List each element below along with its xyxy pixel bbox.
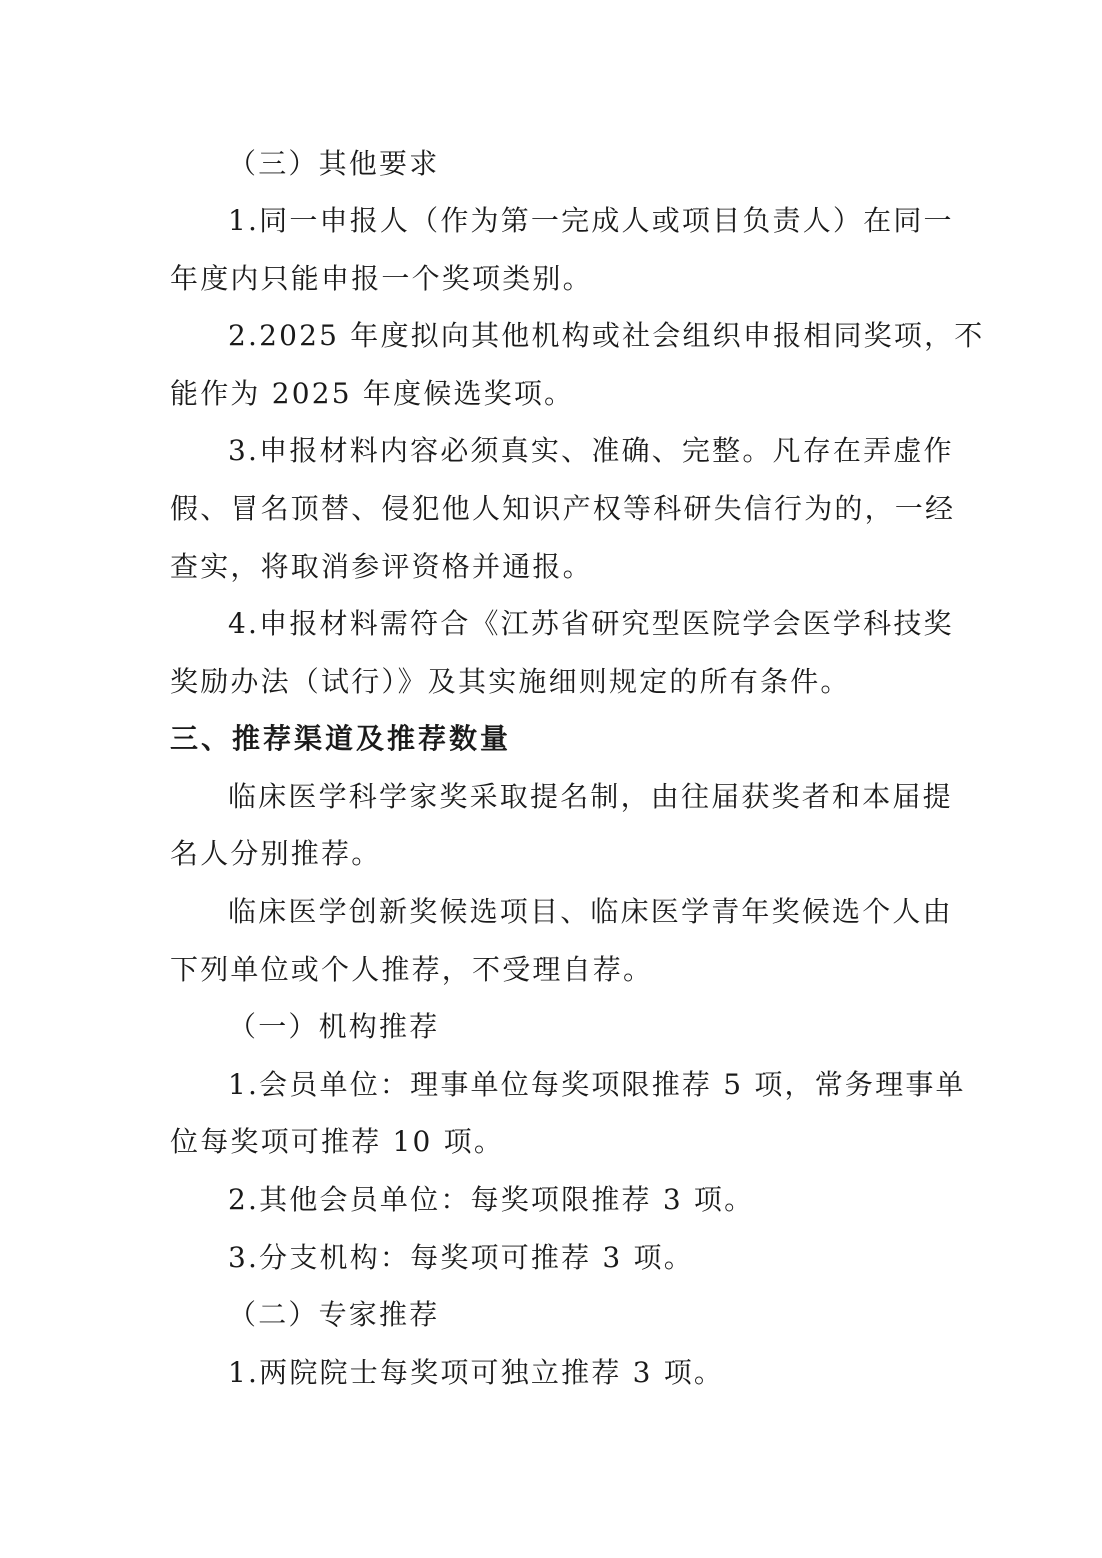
institution-item-3: 3.分支机构：每奖项可推荐 3 项。 (228, 1241, 694, 1274)
requirement-2-line-2: 能作为 2025 年度候选奖项。 (170, 377, 575, 410)
expert-item-1: 1.两院院士每奖项可独立推荐 3 项。 (228, 1356, 725, 1389)
requirement-3-line-3: 查实，将取消参评资格并通报。 (170, 550, 593, 583)
requirement-1-line-1: 1.同一申报人（作为第一完成人或项目负责人）在同一 (228, 204, 954, 237)
innovation-youth-award-line-1: 临床医学创新奖候选项目、临床医学青年奖候选个人由 (228, 895, 953, 928)
institution-item-2: 2.其他会员单位：每奖项限推荐 3 项。 (228, 1183, 755, 1216)
scientist-award-line-1: 临床医学科学家奖采取提名制，由往届获奖者和本届提 (228, 780, 953, 813)
requirement-4-line-1: 4.申报材料需符合《江苏省研究型医院学会医学科技奖 (228, 607, 954, 640)
innovation-youth-award-line-2: 下列单位或个人推荐，不受理自荐。 (170, 953, 654, 986)
requirement-3-line-2: 假、冒名顶替、侵犯他人知识产权等科研失信行为的，一经 (170, 492, 956, 525)
institution-item-1-line-1: 1.会员单位：理事单位每奖项限推荐 5 项，常务理事单 (228, 1068, 966, 1101)
section-heading-recommendation-channels: 三、推荐渠道及推荐数量 (170, 722, 512, 755)
scientist-award-line-2: 名人分别推荐。 (170, 837, 382, 870)
requirement-3-line-1: 3.申报材料内容必须真实、准确、完整。凡存在弄虚作 (228, 434, 954, 467)
subsection-heading-institution-recommendation: （一）机构推荐 (228, 1010, 440, 1043)
subsection-heading-expert-recommendation: （二）专家推荐 (228, 1298, 440, 1331)
subsection-heading-other-requirements: （三）其他要求 (228, 147, 440, 180)
requirement-2-line-1: 2.2025 年度拟向其他机构或社会组织申报相同奖项，不 (228, 319, 985, 352)
requirement-4-line-2: 奖励办法（试行）》及其实施细则规定的所有条件。 (170, 665, 851, 698)
institution-item-1-line-2: 位每奖项可推荐 10 项。 (170, 1125, 505, 1158)
requirement-1-line-2: 年度内只能申报一个奖项类别。 (170, 262, 593, 295)
